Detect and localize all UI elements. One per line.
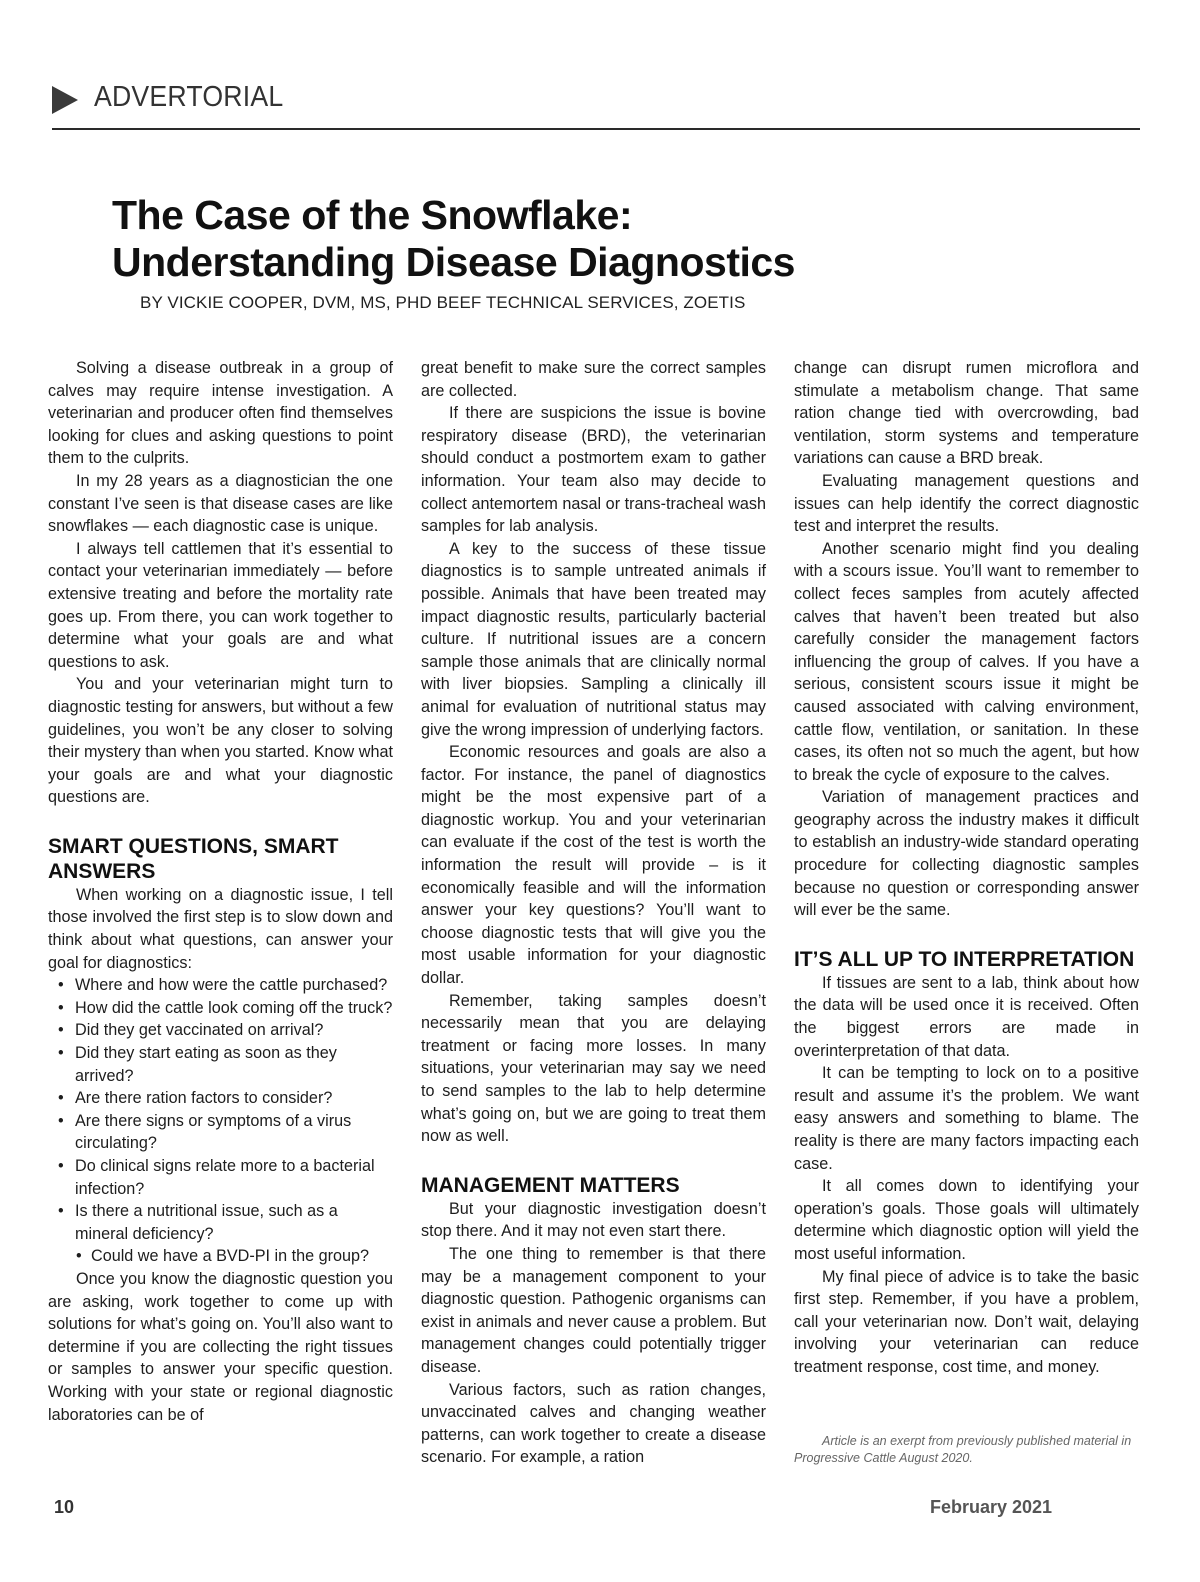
article-title [112,192,795,286]
paragraph: Solving a disease outbreak in a group of calves may require intense investigation. A veterinarian and producer often find themselves looking for clues and asking questions to point them to the culprits. [48,359,393,468]
section-heading: IT’S ALL UP TO INTERPRETATION [794,947,1135,971]
page-number: 10 [54,1497,75,1517]
title-line-1: The Case of the Snowflake: [112,192,633,238]
list-item: • Did they get vaccinated on arrival? [48,1019,393,1042]
paragraph: Once you know the diagnostic question you are asking, work together to come up with solutions for what’s going on. You’ll also want to determine if you are collecting the right tissues or samples to answer your specific question. Working with your state or regional diagnostic laboratories can be of [48,1269,393,1424]
list-item: • Did they start eating as soon as they arrived? [48,1042,393,1087]
paragraph: When working on a diagnostic issue, I tell those involved the first step is to slow down and think about what questions, can answer your goal for diagnostics: [48,885,393,972]
list-item: • Where and how were the cattle purchased? [48,974,393,997]
paragraph: It can be tempting to lock on to a positive result and assume it’s the problem. We want easy answers and something to blame. The reality is there are many factors impacting each case. [794,1064,1139,1173]
column-3 [794,357,1139,1379]
paragraph: Economic resources and goals are also a factor. For instance, the panel of diagnostics might be the most expensive part of a diagnostic workup. You and your veterinarian can evaluate if the cost of the test is worth the information the result will provide – is it economically feasible and will the information answer your key questions? You’ll want to choose diagnostic tests that will give you the most usable information for your diagnostic dollar. [421,743,766,988]
paragraph: But your diagnostic investigation doesn’t stop there. And it may not even start there. [421,1199,766,1241]
paragraph: great benefit to make sure the correct samples are collected. [421,359,766,400]
list-item: • Are there signs or symptoms of a virus circulating? [48,1110,393,1155]
byline: BY VICKIE COOPER, DVM, MS, PHD BEEF TECHNICAL SERVICES, ZOETIS [140,293,746,312]
paragraph: I always tell cattlemen that it’s essential to contact your veterinarian immediately — before extensive treating and before the mortality rate goes up. From there, you can work together to determine what your goals are and what questions to ask. [48,539,393,671]
paragraph: A key to the success of these tissue diagnostics is to sample untreated animals if possible. Animals that have been treated may impact diagnostic results, particularly bacterial culture. If nutritional issues are a concern sample those animals that are clinically normal with liver biopsies. Sampling a clinically ill animal for evaluation of nutritional status may give the wrong impression of underlying factors. [421,539,766,739]
play-triangle-icon [52,86,78,114]
list-item: • Is there a nutritional issue, such as a mineral deficiency? [48,1200,393,1245]
column-2 [421,357,766,1469]
list-item: • How did the cattle look coming off the truck? [48,997,393,1020]
paragraph: Evaluating management questions and issues can help identify the correct diagnostic test and interpret the results. [794,471,1139,536]
column-1 [48,357,393,1426]
paragraph: The one thing to remember is that there may be a management component to your diagnostic question. Pathogenic organisms can exist in animals and never cause a problem. But management changes could potentially trigger disease. [421,1244,766,1376]
paragraph: Variation of management practices and geography across the industry makes it difficult to establish an industry-wide standard operating procedure for collecting diagnostic samples because no question or corresponding answer will ever be the same. [794,788,1139,920]
paragraph: If tissues are sent to a lab, think about how the data will be used once it is received. Often the biggest errors are made in overinterpretation of that data. [794,973,1139,1060]
article-credit: Article is an exerpt from previously published material in Progressive Cattle August 2020. [794,1434,1132,1465]
paragraph: change can disrupt rumen microflora and stimulate a metabolism change. That same ration change tied with overcrowding, bad ventilation, storm systems and temperature variations can cause a BRD break. [794,359,1139,468]
question-list [48,974,393,1268]
list-item: • Are there ration factors to consider? [48,1087,393,1110]
paragraph: My final piece of advice is to take the basic first step. Remember, if you have a problem, call your veterinarian now. Don’t wait, delaying involving your veterinarian can reduce treatment response, cost time, and money. [794,1267,1139,1376]
paragraph: In my 28 years as a diagnostician the one constant I’ve seen is that disease cases are like snowflakes — each diagnostic case is unique. [48,471,393,536]
paragraph: It all comes down to identifying your operation’s goals. Those goals will ultimately determine which diagnostic option will yield the most useful information. [794,1177,1139,1263]
paragraph: If there are suspicions the issue is bovine respiratory disease (BRD), the veterinarian should conduct a postmortem exam to gather information. Your team also may decide to collect antemortem nasal or trans-tracheal wash samples for lab analysis. [421,404,766,536]
list-item: • Could we have a BVD-PI in the group? [48,1245,393,1268]
section-heading: SMART QUESTIONS, SMART ANSWERS [48,834,339,883]
paragraph: Various factors, such as ration changes, unvaccinated calves and changing weather patterns, can work together to create a disease scenario. For example, a ration [421,1380,766,1467]
issue-date: February 2021 [930,1497,1053,1517]
section-label: ADVERTORIAL [94,81,284,113]
section-heading: MANAGEMENT MATTERS [421,1173,680,1197]
paragraph: You and your veterinarian might turn to diagnostic testing for answers, but without a few guidelines, you won’t be any closer to solving their mystery than when you started. Know what your goals are and what your diagnostic questions are. [48,675,393,807]
title-line-2: Understanding Disease Diagnostics [112,239,795,285]
paragraph: Remember, taking samples doesn’t necessarily mean that you are delaying treatment or facing more losses. In many situations, your veterinarian may say we need to send samples to the lab to help determine what’s going on, but we are going to treat them now as well. [421,991,766,1146]
section-header [52,80,1140,130]
paragraph: Another scenario might find you dealing with a scours issue. You’ll want to remember to collect feces samples from acutely affected calves that haven’t been treated but also carefully consider the management factors influencing the group of calves. If you have a serious, consistent scours issue it might be caused associated with calving environment, cattle flow, ventilation, or sanitation. In these cases, its often not so much the agent, but how to break the cycle of exposure to the calves. [794,539,1139,784]
list-item: • Do clinical signs relate more to a bacterial infection? [48,1155,393,1200]
